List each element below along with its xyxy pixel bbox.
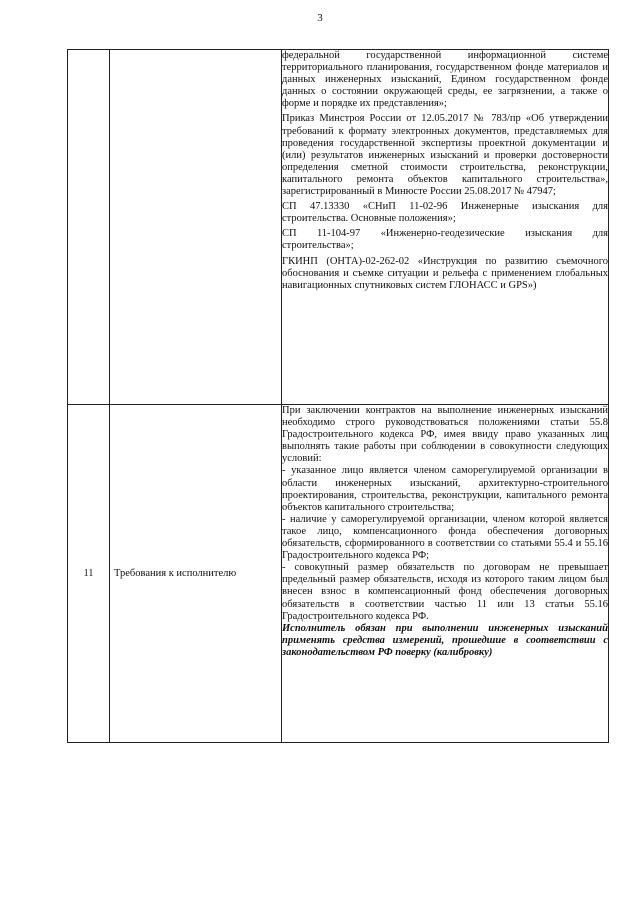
- content-paragraph: Приказ Минстроя России от 12.05.2017 № 783/пр «Об утверждении требований к формату электронных документов, представляемых для проведения государственной экспертизы проектной документации и (или) результатов инженерных изысканий и проверки достоверности определения сметной стоимости строительства, реконструкции, капитального ремонта объектов капитального строительства», зарегистрированный в Минюсте России 25.08.2017 № 47947;: [282, 113, 608, 198]
- content-paragraph: - указанное лицо является членом саморегулируемой организации в области инженерных изысканий, архитектурно-строительного проектирования, строительства, реконструкции, капитального ремонта объектов капитального строительства;: [282, 465, 608, 513]
- table-row: [68, 405, 609, 743]
- row-content-cell: [282, 405, 609, 743]
- row-name-cell: Требования к исполнителю: [110, 405, 282, 743]
- content-paragraph: СП 11-104-97 «Инженерно-геодезические изыскания для строительства»;: [282, 228, 608, 252]
- row-name-cell: [110, 50, 282, 405]
- table-row: [68, 50, 609, 405]
- requirements-table: [67, 49, 609, 743]
- page-number: 3: [317, 12, 323, 24]
- content-paragraph: При заключении контрактов на выполнение инженерных изысканий необходимо строго руководствоваться положениями статьи 55.8 Градостроительного кодекса РФ, имея ввиду право указанных лиц выполнять такие работы при соблюдении в совокупности следующих условий:: [282, 405, 608, 465]
- content-paragraph: федеральной государственной информационной системе территориального планирования, государственном фонде материалов и данных инженерных изысканий, Едином государственном фонде данных о состоянии окружающей среды, ее загрязнении, а также о форме и порядке их представления»;: [282, 50, 608, 110]
- content-paragraph: - наличие у саморегулируемой организации, членом которой является такое лицо, компенсационного фонда обеспечения договорных обязательств, сформированного в соответствии со статьями 55.4 и 55.16 Градостроительного кодекса РФ;: [282, 513, 608, 562]
- row-number-cell: 11: [68, 405, 110, 743]
- emphasis-paragraph: Исполнитель обязан при выполнении инженерных изысканий применять средства измерений, прошедшие в соответствии с законодательством РФ поверку (калибровку): [282, 622, 608, 658]
- content-paragraph: ГКИНП (ОНТА)-02-262-02 «Инструкция по развитию съемочного обоснования и съемке ситуации и рельефа с применением глобальных навигационных спутниковых систем ГЛОНАСС и GPS»): [282, 255, 608, 291]
- row-content-cell: [282, 50, 609, 405]
- content-paragraph: СП 47.13330 «СНиП 11-02-96 Инженерные изыскания для строительства. Основные положения»;: [282, 201, 608, 225]
- row-number-cell: [68, 50, 110, 405]
- content-paragraph: - совокупный размер обязательств по договорам не превышает предельный размер обязательств, исходя из которого таким лицом был внесен взнос в компенсационный фонд обеспечения договорных обязательств в соответствии частью 11 или 13 статьи 55.16 Градостроительного кодекса РФ.: [282, 562, 608, 622]
